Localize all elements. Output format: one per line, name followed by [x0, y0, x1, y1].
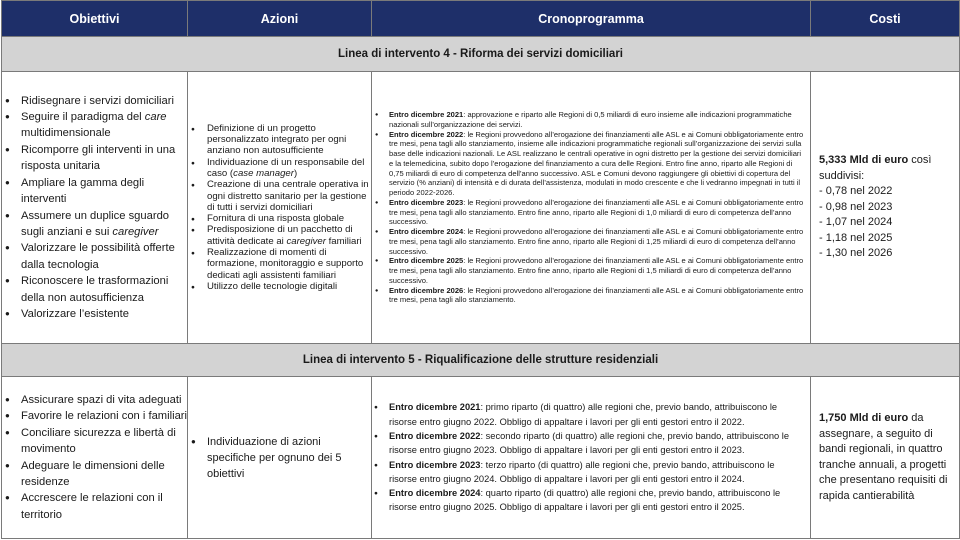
bold-text: Entro dicembre 2024 — [389, 227, 464, 236]
list-item: ● Entro dicembre 2023: le Regioni provvedono all’erogazione dei finanziamenti alle ASL e ai Comuni obbligatoriamente entro tre mesi, pena tagli allo stanziamento. Entro fine anno, riparto alle Regioni di 1,0 miliardi di euro di competenza dell’anno successivo. — [389, 198, 804, 227]
cronoprogramma-list — [372, 110, 810, 305]
list-item: ● Entro dicembre 2022: le Regioni provvedono all’erogazione dei finanziamenti alle ASL e ai Comuni obbligatoriamente entro tre mesi, pena tagli allo stanziamento, insieme alle indicazioni programmatiche regionali sull’organizzazione dei servizi sulla base delle indicazioni nazionali. Le ASL realizzano le centrali operative in ogni distretto per la gestione dei servizi domiciliari e la telemedicina, subito dopo l’erogazione del finanziamento a cura delle Regioni. Entro fine anno, riparto alle Regioni di 0,75 miliardi di euro di competenza dell’anno successivo. ASL e Comuni devono raggiungere gli obiettivi di copertura del servizio (% anziani) di intensità e di durata dell’assistenza, modulati in modo crescente e che li vedranno impegnati in tutti il periodo 2022-2026. — [389, 130, 804, 198]
list-item: ● Valorizzare le possibilità offerte dalla tecnologia — [21, 240, 187, 273]
costi-breakdown — [819, 184, 953, 262]
obiettivi-list — [2, 93, 187, 323]
list-item: ● Assumere un duplice sguardo sugli anziani e sui caregiver — [21, 208, 187, 241]
plan-table — [1, 0, 960, 539]
section-row-5 — [2, 344, 960, 377]
costi-item: - 0,98 nel 2023 — [819, 200, 893, 213]
azioni-cell — [188, 377, 372, 539]
list-item: ● Entro dicembre 2025: le Regioni provvedono all’erogazione dei finanziamenti alle ASL e ai Comuni obbligatoriamente entro tre mesi, pena tagli allo stanziamento. Entro fine anno, riparto alle Regioni di 1,5 miliardi di euro di competenza dell’anno successivo. — [389, 256, 804, 285]
azioni-cell — [188, 72, 372, 344]
costi-total: 5,333 Mld di euro — [819, 154, 909, 167]
list-item: ● Entro dicembre 2021: primo riparto (di quattro) alle regioni che, previo bando, attribuiscono le risorse entro giugno 2022. Obbligo di appaltare i lavori per gli enti gestori entro il 2022. — [389, 400, 804, 429]
bold-text: Entro dicembre 2021 — [389, 110, 464, 119]
list-item: ● Individuazione di azioni specifiche per ognuno dei 5 obiettivi — [207, 434, 371, 482]
costi-suffix: così suddivisi: — [819, 154, 932, 182]
list-item: ● Assicurare spazi di vita adeguati — [21, 392, 187, 408]
content-row-4 — [2, 72, 960, 344]
list-item: ● Predisposizione di un pacchetto di attività dedicate ai caregiver familiari — [207, 224, 371, 247]
list-item: ● Valorizzare l’esistente — [21, 306, 187, 322]
costi-cell — [811, 72, 960, 344]
section-title-4: Linea di intervento 4 - Riforma dei servizi domiciliari — [2, 37, 960, 72]
obiettivi-cell — [2, 377, 188, 539]
list-item: ● Entro dicembre 2024: le Regioni provvedono all’erogazione dei finanziamenti alle ASL e ai Comuni obbligatoriamente entro tre mesi, pena tagli allo stanziamento. Entro fine anno, riparto alle Regioni di 1,25 miliardi di euro di competenza dell’anno successivo. — [389, 227, 804, 256]
list-item: ● Utilizzo delle tecnologie digitali — [207, 281, 371, 292]
list-item: ● Seguire il paradigma del care multidimensionale — [21, 109, 187, 142]
italic-text: caregiver — [112, 225, 159, 238]
list-item: ● Ampliare la gamma degli interventi — [21, 175, 187, 208]
section-row-4 — [2, 37, 960, 72]
list-item: ● Entro dicembre 2026: le Regioni provvedono all’erogazione dei finanziamenti alle ASL e ai Comuni obbligatoriamente entro tre mesi, pena tagli allo stanziamento. — [389, 286, 804, 306]
bold-text: Entro dicembre 2022 — [389, 430, 481, 441]
cronoprogramma-cell — [372, 72, 811, 344]
header-cronoprogramma: Cronoprogramma — [372, 1, 811, 37]
costi-cell — [811, 377, 960, 539]
list-item: ● Riconoscere le trasformazioni della non autosufficienza — [21, 273, 187, 306]
costi-item: - 1,07 nel 2024 — [819, 216, 893, 229]
list-item: ● Entro dicembre 2023: terzo riparto (di quattro) alle regioni che, previo bando, attribuiscono le risorse entro giugno 2024. Obbligo di appaltare i lavori per gli enti gestori entro il 2024. — [389, 458, 804, 487]
section-title-5: Linea di intervento 5 - Riqualificazione delle strutture residenziali — [2, 344, 960, 377]
list-item: ● Entro dicembre 2022: secondo riparto (di quattro) alle regioni che, previo bando, attribuiscono le risorse entro giugno 2023. Obbligo di appaltare i lavori per gli enti gestori entro il 2023. — [389, 429, 804, 458]
list-item: ● Creazione di una centrale operativa in ogni distretto sanitario per la gestione di tutti i servizi domiciliari — [207, 179, 371, 213]
costi-item: - 1,30 nel 2026 — [819, 247, 893, 260]
italic-text: caregiver — [286, 235, 326, 247]
list-item: ● Individuazione di un responsabile del caso (case manager) — [207, 157, 371, 180]
costi-total: 1,750 Mld di euro — [819, 412, 909, 424]
obiettivi-cell — [2, 72, 188, 344]
bold-text: Entro dicembre 2023 — [389, 197, 464, 207]
list-item: ● Conciliare sicurezza e libertà di movimento — [21, 425, 187, 458]
obiettivi-list — [2, 392, 187, 523]
header-azioni: Azioni — [188, 1, 372, 37]
list-item: ● Adeguare le dimensioni delle residenze — [21, 458, 187, 491]
costi-item: - 1,18 nel 2025 — [819, 231, 893, 244]
list-item: ● Definizione di un progetto personalizzato integrato per ogni anziano non autosufficiente — [207, 123, 371, 157]
costi-item: - 0,78 nel 2022 — [819, 185, 893, 198]
italic-text: care — [144, 111, 167, 124]
header-row — [2, 1, 960, 37]
azioni-list — [188, 123, 371, 292]
cronoprogramma-list — [372, 400, 810, 514]
list-item: ● Entro dicembre 2024: quarto riparto (di quattro) alle regioni che, previo bando, attribuiscono le risorse entro giugno 2025. Obbligo di appaltare i lavori per gli enti gestori entro il 2025. — [389, 486, 804, 515]
bold-text: Entro dicembre 2024 — [389, 488, 481, 499]
italic-text: case manager — [233, 167, 294, 179]
content-row-5 — [2, 377, 960, 539]
list-item: ● Ricomporre gli interventi in una risposta unitaria — [21, 142, 187, 175]
bold-text: Entro dicembre 2021 — [389, 402, 481, 413]
bold-text: Entro dicembre 2022 — [389, 129, 464, 139]
bold-text: Entro dicembre 2025 — [389, 256, 464, 266]
bold-text: Entro dicembre 2026 — [389, 285, 464, 295]
header-obiettivi: Obiettivi — [2, 1, 188, 37]
list-item: ● Favorire le relazioni con i familiari — [21, 408, 187, 424]
bold-text: Entro dicembre 2023 — [389, 459, 481, 470]
list-item: ● Fornitura di una risposta globale — [207, 213, 371, 224]
list-item: ● Ridisegnare i servizi domiciliari — [21, 93, 187, 109]
list-item: ● Accrescere le relazioni con il territorio — [21, 490, 187, 523]
list-item: ● Entro dicembre 2021: approvazione e riparto alle Regioni di 0,5 miliardi di euro insieme alle indicazioni programmatiche nazionali sull’organizzazione dei servizi. — [389, 110, 804, 130]
azioni-list — [188, 434, 371, 482]
cronoprogramma-cell — [372, 377, 811, 539]
list-item: ● Realizzazione di momenti di formazione, monitoraggio e supporto dedicati agli assistenti familiari — [207, 247, 371, 281]
header-costi: Costi — [811, 1, 960, 37]
costi-suffix: da assegnare, a seguito di bandi regionali, in quattro tranche annuali, a progetti che presentano requisiti di rapida cantierabilità — [819, 412, 948, 502]
